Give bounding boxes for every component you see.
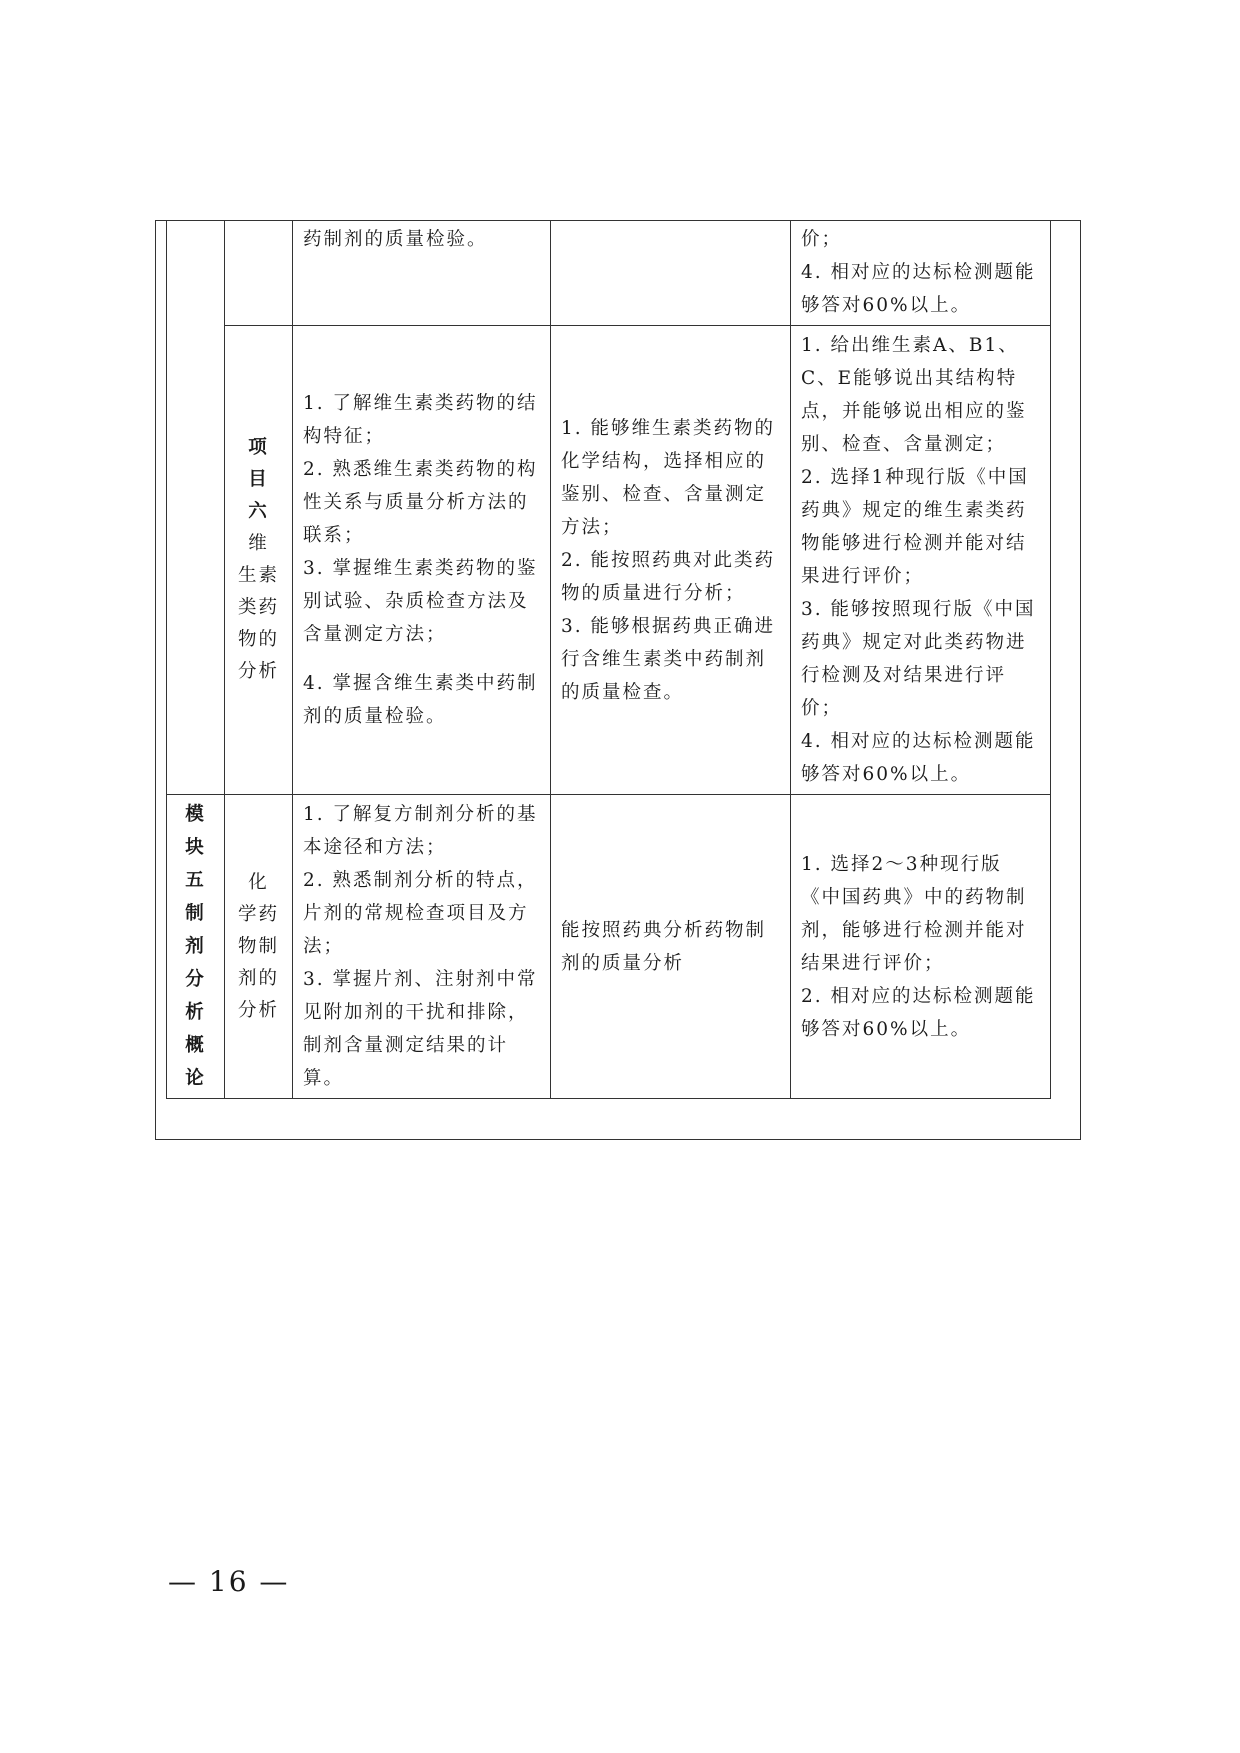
page-number: — 16 — (168, 1565, 290, 1598)
assessment-item: 2. 相对应的达标检测题能够答对60%以上。 (801, 985, 1036, 1040)
assessment-item: 4. 相对应的达标检测题能够答对60%以上。 (801, 262, 1036, 316)
ability-cell (551, 220, 791, 326)
module-cell (167, 220, 225, 795)
table-row (167, 326, 1051, 795)
knowledge-item: 1. 了解复方制剂分析的基本途径和方法； (303, 804, 538, 858)
knowledge-cell (293, 326, 551, 795)
knowledge-cell (293, 220, 551, 326)
assessment-item: 3. 能够按照现行版《中国药典》规定对此类药物进行检测及对结果进行评价； (801, 599, 1036, 719)
ability-cell (551, 326, 791, 795)
assessment-cell (791, 795, 1051, 1099)
project-cell (225, 220, 293, 326)
project-cell: 项 目 六 维 生素 类药 物的 分析 (225, 326, 293, 795)
assessment-item: 4. 相对应的达标检测题能够答对60%以上。 (801, 731, 1036, 785)
assessment-cell (791, 326, 1051, 795)
knowledge-item: 2. 熟悉维生素类药物的构性关系与质量分析方法的联系； (303, 459, 538, 546)
project-cell: 化 学药 物制 剂的 分析 (225, 795, 293, 1099)
table-row (167, 220, 1051, 326)
knowledge-item: 3. 掌握片剂、注射剂中常见附加剂的干扰和排除，制剂含量测定结果的计算。 (303, 969, 538, 1089)
knowledge-item: 1. 了解维生素类药物的结构特征； (303, 393, 538, 447)
assessment-item: 1. 给出维生素A、B1、C、E能够说出其结构特点，并能够说出相应的鉴别、检查、含量测定； (801, 335, 1027, 455)
module-cell: 模 块 五 制 剂 分 析 概 论 (167, 795, 225, 1099)
ability-item: 1. 能够维生素类药物的化学结构，选择相应的鉴别、检查、含量测定方法； (561, 417, 776, 538)
knowledge-item: 4. 掌握含维生素类中药制剂的质量检验。 (303, 673, 538, 727)
knowledge-item: 药制剂的质量检验。 (303, 229, 488, 250)
ability-item: 3. 能够根据药典正确进行含维生素类中药制剂的质量检查。 (561, 615, 776, 703)
ability-item: 能按照药典分析药物制剂的质量分析 (561, 919, 767, 974)
assessment-cell (791, 220, 1051, 326)
assessment-item: 1. 选择2～3种现行版《中国药典》中的药物制剂，能够进行检测并能对结果进行评价； (801, 853, 1027, 974)
knowledge-item: 2. 熟悉制剂分析的特点，片剂的常规检查项目及方法； (303, 870, 538, 957)
assessment-item: 价； (801, 229, 843, 250)
curriculum-table (166, 220, 1051, 1099)
assessment-item: 2. 选择1种现行版《中国药典》规定的维生素类药物能够进行检测并能对结果进行评价； (801, 467, 1029, 587)
knowledge-cell (293, 795, 551, 1099)
ability-cell (551, 795, 791, 1099)
ability-item: 2. 能按照药典对此类药物的质量进行分析； (561, 549, 776, 604)
table-row (167, 795, 1051, 1099)
knowledge-item: 3. 掌握维生素类药物的鉴别试验、杂质检查方法及含量测定方法； (303, 558, 538, 645)
